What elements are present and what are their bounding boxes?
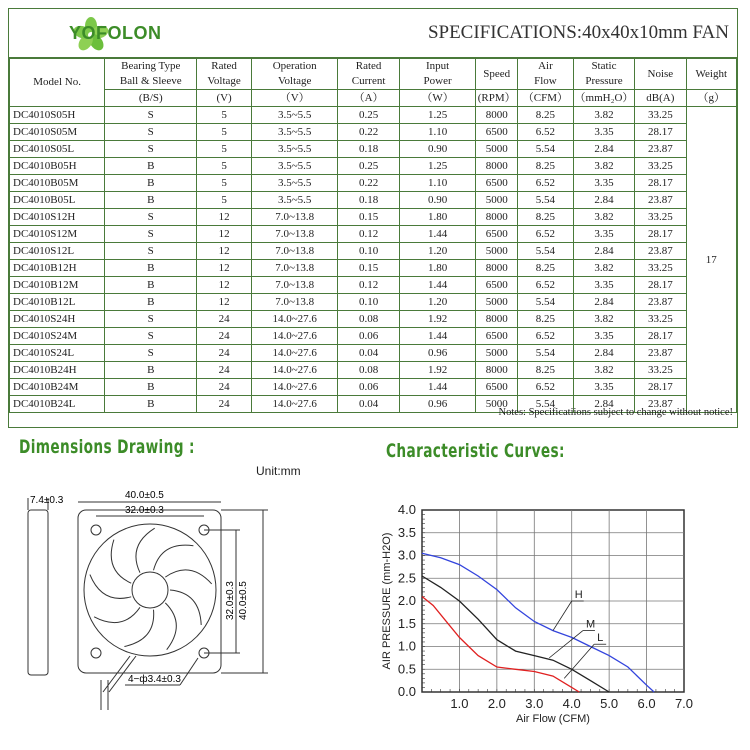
spec-cell: 6.52 [517, 124, 573, 141]
fan-blade [165, 603, 176, 650]
spec-cell: 1.10 [399, 124, 476, 141]
spec-cell: 14.0~27.6 [251, 345, 337, 362]
spec-cell: 8.25 [517, 107, 573, 124]
spec-cell: 2.84 [573, 294, 634, 311]
spec-cell: 3.5~5.5 [251, 107, 337, 124]
model-cell: DC4010S12L [10, 243, 105, 260]
spec-cell: 6.52 [517, 277, 573, 294]
spec-cell: 5000 [476, 396, 518, 413]
spec-cell: B [105, 362, 197, 379]
dimensions-drawing [0, 480, 380, 710]
model-cell: DC4010S24L [10, 345, 105, 362]
spec-cell: 3.35 [573, 277, 634, 294]
y-tick-label: 0.0 [397, 684, 416, 699]
spec-cell: S [105, 345, 197, 362]
spec-cell: 6500 [476, 175, 518, 192]
spec-cell: 12 [197, 277, 252, 294]
dim-holes: 4−ф3.4±0.3 [128, 674, 181, 685]
spec-cell: 23.87 [635, 243, 686, 260]
brand-name: YOFOLON [69, 23, 162, 43]
spec-cell: 3.35 [573, 124, 634, 141]
model-cell: DC4010B12L [10, 294, 105, 311]
spec-cell: 7.0~13.8 [251, 294, 337, 311]
spec-cell: 0.18 [338, 141, 399, 158]
spec-cell: 7.0~13.8 [251, 277, 337, 294]
spec-cell: 6500 [476, 328, 518, 345]
spec-cell: B [105, 158, 197, 175]
fan-blade [90, 575, 131, 599]
spec-cell: 28.17 [635, 277, 686, 294]
spec-cell: B [105, 379, 197, 396]
table-row [10, 345, 737, 362]
table-row [10, 226, 737, 243]
table-row [10, 175, 737, 192]
spec-cell: 33.25 [635, 158, 686, 175]
fan-blade [94, 607, 140, 622]
dim-outer-width: 40.0±0.5 [125, 490, 164, 501]
spec-cell: S [105, 226, 197, 243]
spec-cell: 5.54 [517, 345, 573, 362]
x-tick-label: 4.0 [562, 696, 581, 711]
spec-cell: 5.54 [517, 141, 573, 158]
spec-cell: 12 [197, 226, 252, 243]
spec-header [9, 9, 737, 58]
spec-cell: 33.25 [635, 107, 686, 124]
spec-sheet [8, 8, 738, 428]
dim-outer-height-v: 40.0±0.5 [238, 581, 249, 620]
spec-cell: 2.84 [573, 243, 634, 260]
model-cell: DC4010B24M [10, 379, 105, 396]
y-tick-label: 0.5 [397, 661, 416, 677]
spec-cell: 23.87 [635, 396, 686, 413]
table-row [10, 243, 737, 260]
header-power: Input Power [399, 59, 476, 90]
model-cell: DC4010S24M [10, 328, 105, 345]
series-label-l: L [597, 632, 604, 645]
spec-cell: 5 [197, 192, 252, 209]
fan-blade [165, 570, 211, 584]
header-bearing-unit: (B/S) [105, 90, 197, 107]
spec-cell: 0.25 [338, 158, 399, 175]
spec-cell: S [105, 243, 197, 260]
spec-cell: 5.54 [517, 192, 573, 209]
model-cell: DC4010S05L [10, 141, 105, 158]
spec-cell: 3.82 [573, 260, 634, 277]
spec-cell: 5000 [476, 294, 518, 311]
spec-cell: 3.35 [573, 328, 634, 345]
model-cell: DC4010S24H [10, 311, 105, 328]
spec-cell: 3.5~5.5 [251, 175, 337, 192]
spec-cell: 0.15 [338, 260, 399, 277]
y-tick-label: 2.5 [397, 570, 416, 586]
spec-cell: 33.25 [635, 362, 686, 379]
spec-cell: 14.0~27.6 [251, 328, 337, 345]
spec-cell: S [105, 328, 197, 345]
spec-cell: 24 [197, 396, 252, 413]
spec-cell: 2.84 [573, 141, 634, 158]
x-tick-label: 7.0 [674, 696, 694, 711]
spec-cell: 6.52 [517, 328, 573, 345]
header-power-unit: （W） [399, 90, 476, 107]
spec-cell: 33.25 [635, 311, 686, 328]
spec-cell: 28.17 [635, 124, 686, 141]
spec-cell: 7.0~13.8 [251, 209, 337, 226]
header-noise-unit: dB(A) [635, 90, 686, 107]
header-model: Model No. [10, 59, 105, 107]
spec-cell: 24 [197, 362, 252, 379]
spec-cell: 0.04 [338, 345, 399, 362]
spec-cell: 5000 [476, 243, 518, 260]
spec-cell: 24 [197, 345, 252, 362]
x-tick-label: 1.0 [450, 696, 469, 711]
header-weight-unit: （g） [686, 90, 736, 107]
spec-cell: 3.5~5.5 [251, 192, 337, 209]
spec-cell: 6500 [476, 277, 518, 294]
spec-cell: 14.0~27.6 [251, 396, 337, 413]
model-cell: DC4010B05M [10, 175, 105, 192]
spec-cell: 3.5~5.5 [251, 124, 337, 141]
spec-cell: S [105, 124, 197, 141]
spec-cell: 23.87 [635, 294, 686, 311]
dim-hole-spacing-v: 32.0±0.3 [225, 581, 236, 620]
spec-cell: 0.96 [399, 345, 476, 362]
spec-cell: S [105, 141, 197, 158]
spec-cell: 0.12 [338, 277, 399, 294]
spec-cell: 5000 [476, 192, 518, 209]
table-row [10, 124, 737, 141]
spec-cell: 6.52 [517, 175, 573, 192]
header-speed: Speed [476, 59, 518, 90]
x-tick-label: 2.0 [487, 696, 506, 711]
series-label-m: M [585, 618, 596, 631]
x-axis-label: Air Flow (CFM) [516, 713, 590, 725]
y-tick-label: 1.5 [397, 615, 416, 631]
spec-cell: 23.87 [635, 192, 686, 209]
spec-cell: 12 [197, 209, 252, 226]
spec-cell: 12 [197, 294, 252, 311]
x-tick-label: 3.0 [525, 696, 544, 711]
spec-cell: 24 [197, 311, 252, 328]
header-weight: Weight [686, 59, 736, 90]
x-tick-label: 5.0 [600, 696, 619, 711]
header-voltage-unit: (V) [197, 90, 252, 107]
spec-cell: S [105, 209, 197, 226]
dim-hole-spacing: 32.0±0.3 [125, 505, 164, 516]
spec-cell: 0.22 [338, 175, 399, 192]
spec-cell: 0.12 [338, 226, 399, 243]
spec-cell: 0.90 [399, 192, 476, 209]
spec-cell: B [105, 294, 197, 311]
table-row [10, 379, 737, 396]
spec-cell: B [105, 175, 197, 192]
spec-cell: 6.52 [517, 226, 573, 243]
header-op_voltage-unit: （V） [251, 90, 337, 107]
spec-cell: 1.44 [399, 328, 476, 345]
header-airflow: Air Flow [517, 59, 573, 90]
weight-cell: 17 [686, 107, 736, 413]
spec-cell: 0.90 [399, 141, 476, 158]
spec-cell: 1.92 [399, 311, 476, 328]
spec-cell: 5 [197, 141, 252, 158]
header-pressure: Static Pressure [573, 59, 634, 90]
spec-cell: 1.10 [399, 175, 476, 192]
y-tick-label: 4.0 [397, 502, 416, 517]
spec-cell: 3.82 [573, 158, 634, 175]
fan-blade [154, 545, 194, 570]
spec-cell: B [105, 192, 197, 209]
notes: Notes: Specificatiions subject to change without notice! [498, 407, 733, 418]
spec-cell: 1.20 [399, 243, 476, 260]
spec-cell: 0.10 [338, 243, 399, 260]
spec-title: SPECIFICATIONS:40x40x10mm FAN [427, 22, 729, 43]
spec-cell: 3.5~5.5 [251, 141, 337, 158]
y-tick-label: 2.0 [397, 593, 416, 608]
spec-cell: 28.17 [635, 226, 686, 243]
spec-cell: 33.25 [635, 209, 686, 226]
table-row [10, 311, 737, 328]
spec-cell: 3.82 [573, 362, 634, 379]
spec-cell: 0.04 [338, 396, 399, 413]
fan-blade [170, 590, 201, 625]
spec-cell: 3.35 [573, 175, 634, 192]
spec-cell: 0.22 [338, 124, 399, 141]
spec-cell: 1.25 [399, 158, 476, 175]
spec-cell: 0.06 [338, 379, 399, 396]
fan-blade [136, 528, 155, 573]
spec-cell: 8000 [476, 107, 518, 124]
unit-label: Unit:mm [256, 464, 301, 478]
model-cell: DC4010B05H [10, 158, 105, 175]
spec-cell: 5 [197, 124, 252, 141]
spec-cell: 5000 [476, 141, 518, 158]
spec-cell: 1.80 [399, 260, 476, 277]
spec-cell: 3.5~5.5 [251, 158, 337, 175]
spec-cell: 8.25 [517, 311, 573, 328]
header-current: Rated Current [338, 59, 399, 90]
model-cell: DC4010S05H [10, 107, 105, 124]
spec-cell: B [105, 396, 197, 413]
model-cell: DC4010B12M [10, 277, 105, 294]
spec-cell: 6.52 [517, 379, 573, 396]
spec-cell: 8.25 [517, 362, 573, 379]
fan-side-view [28, 510, 48, 675]
spec-cell: 24 [197, 379, 252, 396]
spec-cell: 2.84 [573, 396, 634, 413]
spec-cell: 2.84 [573, 345, 634, 362]
table-row [10, 192, 737, 209]
spec-cell: 6500 [476, 124, 518, 141]
model-cell: DC4010S12M [10, 226, 105, 243]
spec-cell: 3.82 [573, 311, 634, 328]
spec-cell: 1.44 [399, 226, 476, 243]
table-row [10, 158, 737, 175]
dim-thickness: 7.4±0.3 [30, 495, 64, 506]
spec-cell: 5000 [476, 345, 518, 362]
table-row [10, 294, 737, 311]
header-op_voltage: Operation Voltage [251, 59, 337, 90]
spec-cell: 12 [197, 260, 252, 277]
spec-cell: 0.08 [338, 311, 399, 328]
spec-cell: 8000 [476, 260, 518, 277]
spec-cell: 14.0~27.6 [251, 379, 337, 396]
model-cell: DC4010S05M [10, 124, 105, 141]
model-cell: DC4010B24L [10, 396, 105, 413]
fan-front-view [78, 510, 221, 673]
fan-blade [111, 540, 131, 584]
spec-cell: 2.84 [573, 192, 634, 209]
model-cell: DC4010B05L [10, 192, 105, 209]
spec-cell: B [105, 277, 197, 294]
characteristic-curves-chart [378, 498, 708, 726]
y-tick-label: 3.0 [397, 547, 416, 563]
spec-cell: 5 [197, 107, 252, 124]
header-airflow-unit: （CFM） [517, 90, 573, 107]
spec-cell: 1.25 [399, 107, 476, 124]
spec-cell: S [105, 311, 197, 328]
spec-cell: 1.44 [399, 379, 476, 396]
spec-cell: 28.17 [635, 328, 686, 345]
spec-cell: 0.06 [338, 328, 399, 345]
spec-cell: 5 [197, 158, 252, 175]
spec-cell: 7.0~13.8 [251, 260, 337, 277]
spec-cell: 0.18 [338, 192, 399, 209]
table-row [10, 107, 737, 124]
spec-cell: 5 [197, 175, 252, 192]
dimensions-title: Dimensions Drawing : [19, 436, 195, 458]
spec-cell: 1.20 [399, 294, 476, 311]
spec-cell: 5.54 [517, 294, 573, 311]
spec-cell: 7.0~13.8 [251, 226, 337, 243]
spec-cell: 0.25 [338, 107, 399, 124]
model-cell: DC4010B12H [10, 260, 105, 277]
spec-cell: 8000 [476, 362, 518, 379]
spec-cell: 8.25 [517, 158, 573, 175]
spec-cell: 3.35 [573, 226, 634, 243]
spec-cell: 0.08 [338, 362, 399, 379]
spec-cell: S [105, 107, 197, 124]
spec-cell: 1.92 [399, 362, 476, 379]
y-axis-label: AIR PRESSURE (mm-H2O) [381, 532, 393, 670]
spec-cell: 5.54 [517, 396, 573, 413]
table-row [10, 362, 737, 379]
spec-cell: B [105, 260, 197, 277]
spec-cell: 8.25 [517, 209, 573, 226]
spec-cell: 14.0~27.6 [251, 362, 337, 379]
header-bearing: Bearing Type Ball & Sleeve [105, 59, 197, 90]
spec-cell: 8000 [476, 311, 518, 328]
header-speed-unit: (RPM） [476, 90, 518, 107]
spec-cell: 1.80 [399, 209, 476, 226]
fan-blade [124, 610, 153, 647]
spec-cell: 28.17 [635, 175, 686, 192]
y-tick-label: 1.0 [397, 638, 416, 654]
spec-cell: 12 [197, 243, 252, 260]
x-tick-label: 6.0 [637, 696, 656, 711]
header-pressure-unit: （mmH₂O） [573, 90, 634, 107]
spec-cell: 3.82 [573, 107, 634, 124]
spec-cell: 8000 [476, 158, 518, 175]
spec-cell: 7.0~13.8 [251, 243, 337, 260]
header-current-unit: （A） [338, 90, 399, 107]
spec-table [9, 58, 737, 413]
spec-cell: 3.35 [573, 379, 634, 396]
spec-cell: 23.87 [635, 345, 686, 362]
header-noise: Noise [635, 59, 686, 90]
spec-cell: 24 [197, 328, 252, 345]
table-row [10, 141, 737, 158]
table-row [10, 328, 737, 345]
model-cell: DC4010B24H [10, 362, 105, 379]
spec-cell: 8000 [476, 209, 518, 226]
table-row [10, 277, 737, 294]
spec-cell: 23.87 [635, 141, 686, 158]
table-row [10, 260, 737, 277]
spec-cell: 0.15 [338, 209, 399, 226]
spec-cell: 33.25 [635, 260, 686, 277]
spec-cell: 14.0~27.6 [251, 311, 337, 328]
table-row [10, 209, 737, 226]
header-voltage: Rated Voltage [197, 59, 252, 90]
spec-cell: 5.54 [517, 243, 573, 260]
spec-cell: 6500 [476, 226, 518, 243]
spec-cell: 28.17 [635, 379, 686, 396]
spec-cell: 8.25 [517, 260, 573, 277]
series-label-h: H [574, 589, 583, 601]
spec-cell: 6500 [476, 379, 518, 396]
curves-title: Characteristic Curves: [386, 440, 565, 462]
y-tick-label: 3.5 [397, 524, 416, 540]
model-cell: DC4010S12H [10, 209, 105, 226]
spec-cell: 0.10 [338, 294, 399, 311]
spec-cell: 3.82 [573, 209, 634, 226]
spec-cell: 1.44 [399, 277, 476, 294]
spec-cell: 0.96 [399, 396, 476, 413]
